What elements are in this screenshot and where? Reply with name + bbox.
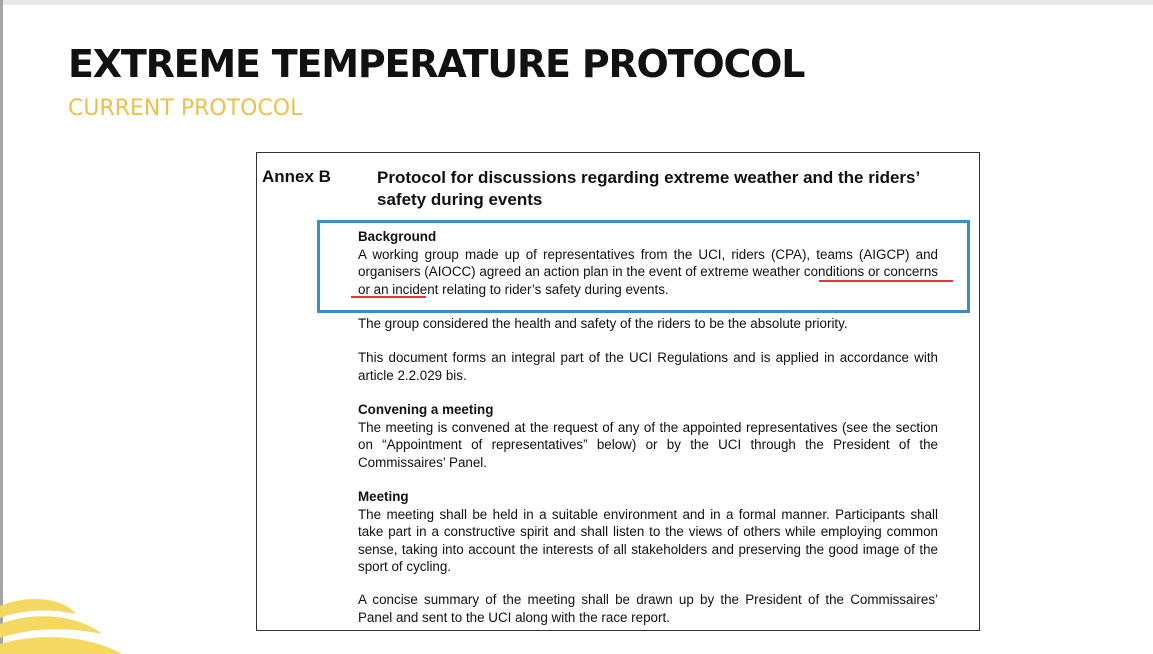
sun-logo-icon <box>0 590 130 654</box>
annex-label: Annex B <box>262 167 331 186</box>
meeting-heading: Meeting <box>358 489 409 504</box>
integral-paragraph: This document forms an integral part of the UCI Regulations and is applied in accordance with article 2.2.029 bis. <box>358 350 938 383</box>
priority-paragraph: The group considered the health and safety of the riders to be the absolute priority. <box>358 316 848 331</box>
slide-subtitle: CURRENT PROTOCOL <box>68 96 303 121</box>
top-strip <box>0 0 1153 5</box>
slide-title: EXTREME TEMPERATURE PROTOCOL <box>68 42 805 86</box>
convening-text: The meeting is convened at the request of any of the appointed representatives (see the section on “Appointment of representatives” below) or by the UCI through the President of the Commissaires’ Panel. <box>358 419 938 470</box>
meeting-section <box>358 488 938 576</box>
left-edge <box>0 0 3 654</box>
background-text: A working group made up of representatives from the UCI, riders (CPA), teams (AIGCP) and organisers (AIOCC) agreed an action plan in the event of extreme weather conditions or concerns or an incident relating to rider’s safety during events. <box>358 246 938 297</box>
extreme-weather-underline <box>819 280 953 282</box>
conditions-underline <box>351 296 426 298</box>
background-highlight-box <box>317 220 970 313</box>
background-heading: Background <box>358 229 437 244</box>
meeting-text: The meeting shall be held in a suitable environment and in a formal manner. Participants shall take part in a constructive spirit and shall listen to the views of others while employing common sense, taking into account the interests of all stakeholders and preserving the good image of the sport of cycling. <box>358 506 938 574</box>
annex-title: Protocol for discussions regarding extreme weather and the riders’ safety during events <box>377 168 920 209</box>
convening-heading: Convening a meeting <box>358 402 494 417</box>
summary-paragraph: A concise summary of the meeting shall be drawn up by the President of the Commissaires’ Panel and sent to the UCI along with the race report. <box>358 592 938 625</box>
convening-section <box>358 401 938 471</box>
